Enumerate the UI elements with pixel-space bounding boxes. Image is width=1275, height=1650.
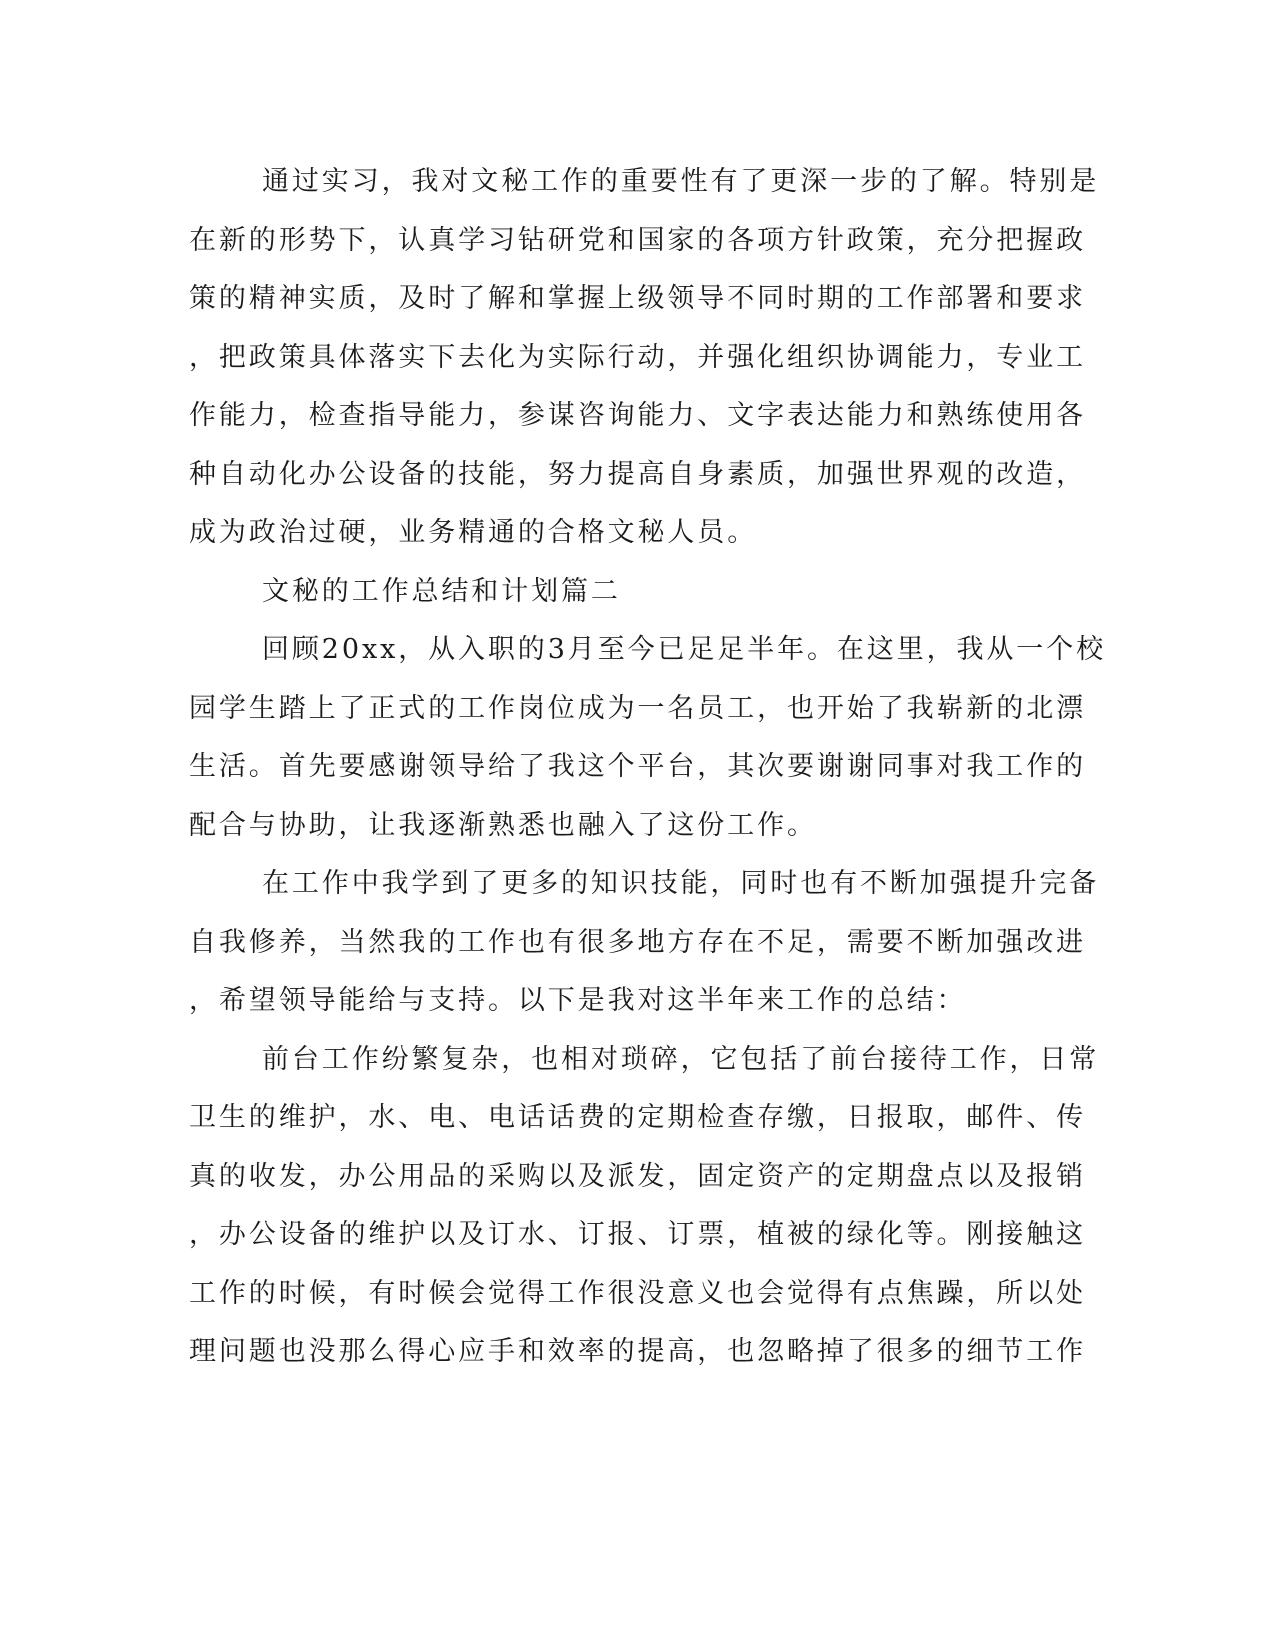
text-line: 生活。首先要感谢领导给了我这个平台，其次要谢谢同事对我工作的 xyxy=(189,751,1086,782)
text-line: 成为政治过硬，业务精通的合格文秘人员。 xyxy=(189,517,758,548)
text-line: ，办公设备的维护以及订水、订报、订票，植被的绿化等。刚接触这 xyxy=(189,1219,1086,1250)
text-line: 通过实习，我对文秘工作的重要性有了更深一步的了解。特别是 xyxy=(262,166,1100,197)
section-heading: 文秘的工作总结和计划篇二 xyxy=(262,576,621,607)
text-line: ，把政策具体落实下去化为实际行动，并强化组织协调能力，专业工 xyxy=(189,342,1086,373)
text-line: 作能力，检查指导能力，参谋咨询能力、文字表达能力和熟练使用各 xyxy=(189,400,1086,431)
text-line: 真的收发，办公用品的采购以及派发，固定资产的定期盘点以及报销 xyxy=(189,1161,1086,1192)
text-line: 工作的时候，有时候会觉得工作很没意义也会觉得有点焦躁，所以处 xyxy=(189,1278,1086,1309)
text-line: 策的精神实质，及时了解和掌握上级领导不同时期的工作部署和要求 xyxy=(189,283,1086,314)
text-line: 园学生踏上了正式的工作岗位成为一名员工，也开始了我崭新的北漂 xyxy=(189,693,1086,724)
text-line: 前台工作纷繁复杂，也相对琐碎，它包括了前台接待工作，日常 xyxy=(262,1044,1100,1075)
text-line: 理问题也没那么得心应手和效率的提高，也忽略掉了很多的细节工作 xyxy=(189,1336,1086,1367)
text-line: 配合与协助，让我逐渐熟悉也融入了这份工作。 xyxy=(189,810,817,841)
text-line: 种自动化办公设备的技能，努力提高自身素质，加强世界观的改造， xyxy=(189,459,1086,490)
text-line: 回顾20xx，从入职的3月至今已足足半年。在这里，我从一个校 xyxy=(262,634,1106,665)
text-line: 在新的形势下，认真学习钻研党和国家的各项方针政策，充分把握政 xyxy=(189,225,1086,256)
text-line: 自我修养，当然我的工作也有很多地方存在不足，需要不断加强改进 xyxy=(189,927,1086,958)
text-line: ，希望领导能给与支持。以下是我对这半年来工作的总结： xyxy=(189,985,967,1016)
text-line: 在工作中我学到了更多的知识技能，同时也有不断加强提升完备 xyxy=(262,868,1100,899)
text-line: 卫生的维护，水、电、电话话费的定期检查存缴，日报取，邮件、传 xyxy=(189,1102,1086,1133)
